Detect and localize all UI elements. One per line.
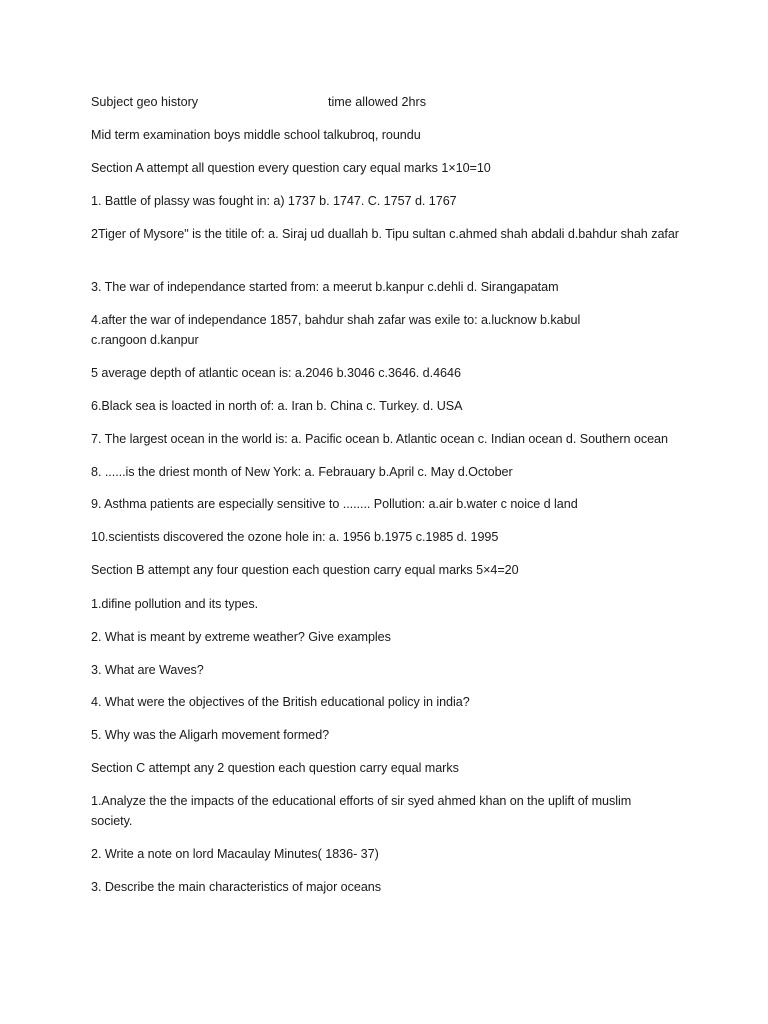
question-b2: 2. What is meant by extreme weather? Give examples [91, 630, 391, 644]
question-b1: 1.difine pollution and its types. [91, 597, 259, 611]
subject-text: Subject geo history [91, 95, 199, 109]
question-b3: 3. What are Waves? [91, 663, 204, 677]
question-b5: 5. Why was the Aligarh movement formed? [91, 728, 330, 742]
question-c1: 1.Analyze the the impacts of the educational efforts of sir syed ahmed khan on the uplift of muslim society. [91, 794, 632, 828]
question-a3: 3. The war of independance started from: a meerut b.kanpur c.dehli d. Sirangapatam [91, 280, 559, 294]
question-a5: 5 average depth of atlantic ocean is: a.2046 b.3046 c.3646. d.4646 [91, 366, 461, 380]
section-b-heading: Section B attempt any four question each question carry equal marks 5×4=20 [91, 563, 519, 577]
question-a7: 7. The largest ocean in the world is: a. Pacific ocean b. Atlantic ocean c. Indian ocean d. Southern ocean [91, 432, 668, 446]
question-a1: 1. Battle of plassy was fought in: a) 1737 b. 1747. C. 1757 d. 1767 [91, 194, 457, 208]
question-a9: 9. Asthma patients are especially sensitive to ........ Pollution: a.air b.water c noice d land [91, 497, 578, 511]
question-a2: 2Tiger of Mysore" is the titile of: a. Siraj ud duallah b. Tipu sultan c.ahmed shah abdali d.bahdur shah zafar [91, 227, 679, 241]
question-c2: 2. Write a note on lord Macaulay Minutes( 1836- 37) [91, 847, 379, 861]
time-allowed-text: time allowed 2hrs [328, 95, 426, 109]
exam-title: Mid term examination boys middle school talkubroq, roundu [91, 128, 421, 142]
question-a8: 8. ......is the driest month of New York: a. Febrauary b.April c. May d.October [91, 465, 513, 479]
question-a10: 10.scientists discovered the ozone hole in: a. 1956 b.1975 c.1985 d. 1995 [91, 530, 499, 544]
question-b4: 4. What were the objectives of the British educational policy in india? [91, 695, 470, 709]
question-c3: 3. Describe the main characteristics of major oceans [91, 880, 381, 894]
section-a-heading: Section A attempt all question every question cary equal marks 1×10=10 [91, 161, 491, 175]
header-row [91, 93, 691, 113]
question-a4: 4.after the war of independance 1857, bahdur shah zafar was exile to: a.lucknow b.kabul c.rangoon d.kanpur [91, 313, 581, 347]
section-c-heading: Section C attempt any 2 question each question carry equal marks [91, 761, 459, 775]
question-a6: 6.Black sea is loacted in north of: a. Iran b. China c. Turkey. d. USA [91, 399, 463, 413]
